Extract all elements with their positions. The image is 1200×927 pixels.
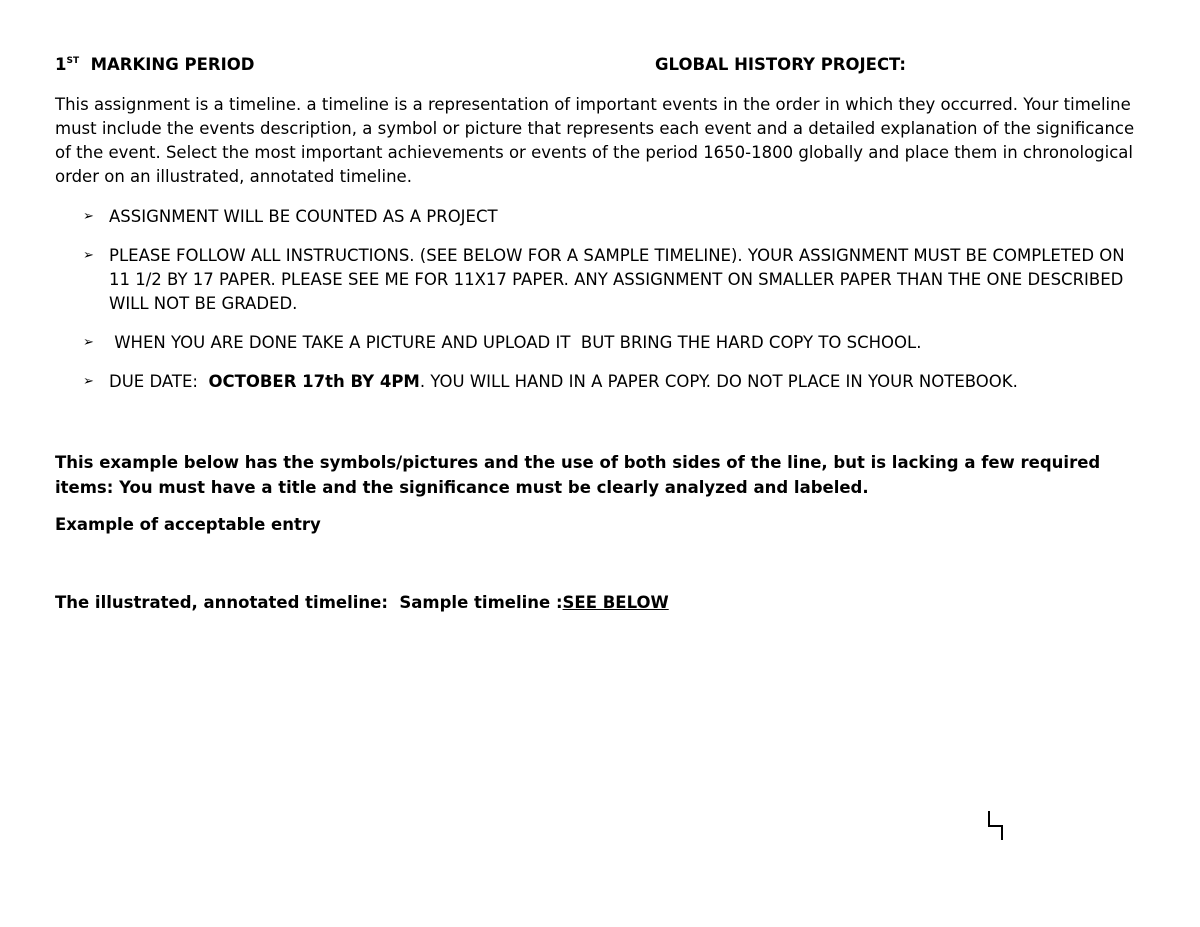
marking-period-suffix: ST bbox=[66, 55, 80, 66]
list-item bbox=[55, 370, 1145, 394]
see-below-link: SEE BELOW bbox=[562, 593, 669, 612]
example-label: Example of acceptable entry bbox=[55, 515, 321, 534]
list-item-text: PLEASE FOLLOW ALL INSTRUCTIONS. (SEE BELOW FOR A SAMPLE TIMELINE). YOUR ASSIGNMENT MUST BE COMPLETED ON 11 1/2 BY 17 PAPER. PLEASE SEE ME FOR 11X17 PAPER. ANY ASSIGNMENT ON SMALLER PAPER THAN THE ONE DESCRIBED WILL NOT BE GRADED. bbox=[109, 246, 1125, 313]
arrow-bullet-icon: ➢ bbox=[83, 248, 94, 263]
arrow-bullet-icon: ➢ bbox=[83, 209, 94, 224]
marking-period-number: 1 bbox=[55, 55, 67, 74]
anchor-mark-icon bbox=[986, 810, 1006, 842]
list-item-text: WHEN YOU ARE DONE TAKE A PICTURE AND UPLOAD IT BUT BRING THE HARD COPY TO SCHOOL. bbox=[109, 333, 922, 352]
intro-paragraph: This assignment is a timeline. a timeline is a representation of important events in the order in which they occurred. Your timeline must include the events description, a symbol or picture that represents each event and a detailed explanation of the significance of the event. Select the most important achievements or events of the period 1650-1800 globally and place them in chronological order on an illustrated, annotated timeline. bbox=[55, 95, 1135, 186]
example-note: This example below has the symbols/pictures and the use of both sides of the line, but is lacking a few required items: You must have a title and the significance must be clearly analyzed and labeled. bbox=[55, 453, 1101, 497]
sample-timeline-line bbox=[55, 593, 669, 612]
header bbox=[55, 55, 1155, 79]
list-item bbox=[55, 331, 1145, 355]
due-date-value: OCTOBER 17th BY 4PM bbox=[208, 372, 420, 391]
list-item-text: ASSIGNMENT WILL BE COUNTED AS A PROJECT bbox=[109, 207, 498, 226]
marking-period-text: MARKING PERIOD bbox=[90, 55, 255, 74]
marking-period-heading bbox=[55, 55, 254, 74]
instruction-list bbox=[55, 205, 1145, 409]
due-date-note: . YOU WILL HAND IN A PAPER COPY. DO NOT PLACE IN YOUR NOTEBOOK. bbox=[419, 372, 1018, 391]
list-item bbox=[55, 244, 1149, 316]
sample-timeline-text: The illustrated, annotated timeline: Sample timeline : bbox=[55, 593, 563, 612]
arrow-bullet-icon: ➢ bbox=[83, 374, 94, 389]
list-item bbox=[55, 205, 1145, 229]
due-date-label: DUE DATE: bbox=[109, 372, 209, 391]
project-title: GLOBAL HISTORY PROJECT: bbox=[655, 55, 907, 74]
arrow-bullet-icon: ➢ bbox=[83, 335, 94, 350]
